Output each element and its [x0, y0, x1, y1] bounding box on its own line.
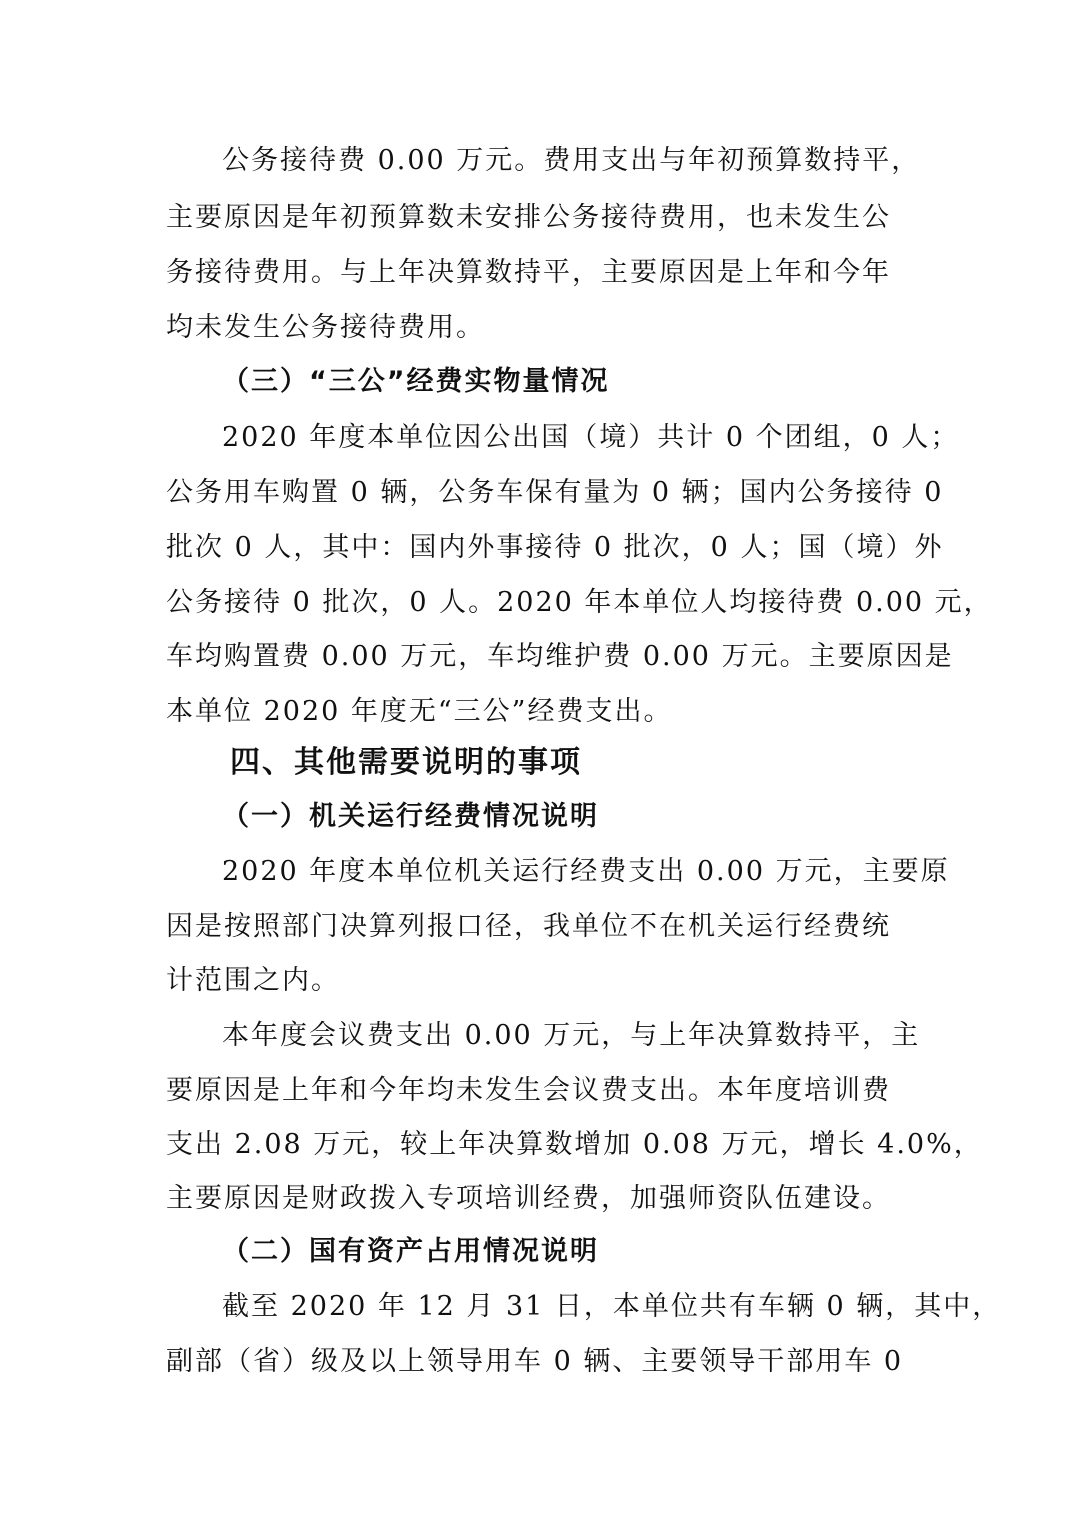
paragraph-line: 因是按照部门决算列报口径，我单位不在机关运行经费统 [166, 911, 891, 942]
paragraph-line: 务接待费用。与上年决算数持平，主要原因是上年和今年 [166, 257, 891, 288]
paragraph-line: 批次 0 人，其中：国内外事接待 0 批次，0 人；国（境）外 [166, 532, 944, 563]
paragraph-line: 主要原因是财政拨入专项培训经费，加强师资队伍建设。 [166, 1183, 891, 1214]
paragraph-line: 2020 年度本单位机关运行经费支出 0.00 万元，主要原 [222, 856, 950, 887]
paragraph-line: 支出 2.08 万元，较上年决算数增加 0.08 万元，增长 4.0%， [166, 1129, 983, 1160]
paragraph-line: 截至 2020 年 12 月 31 日，本单位共有车辆 0 辆，其中， [222, 1291, 1002, 1322]
paragraph-line: 公务接待 0 批次，0 人。2020 年本单位人均接待费 0.00 元， [166, 587, 993, 618]
paragraph-line: 本单位 2020 年度无“三公”经费支出。 [166, 696, 673, 727]
paragraph-line: 均未发生公务接待费用。 [166, 312, 485, 343]
paragraph-line: 公务接待费 0.00 万元。费用支出与年初预算数持平， [222, 145, 921, 176]
subsection-heading: （二）国有资产占用情况说明 [222, 1236, 599, 1267]
section-heading: 四、其他需要说明的事项 [230, 745, 582, 780]
paragraph-line: 2020 年度本单位因公出国（境）共计 0 个团组，0 人； [222, 422, 960, 453]
paragraph-line: 要原因是上年和今年均未发生会议费支出。本年度培训费 [166, 1075, 891, 1106]
paragraph-line: 副部（省）级及以上领导用车 0 辆、主要领导干部用车 0 [166, 1346, 904, 1377]
subsection-heading: （三）“三公”经费实物量情况 [222, 366, 610, 397]
paragraph-line: 主要原因是年初预算数未安排公务接待费用，也未发生公 [166, 202, 891, 233]
paragraph-line: 本年度会议费支出 0.00 万元，与上年决算数持平，主 [222, 1020, 921, 1051]
subsection-heading: （一）机关运行经费情况说明 [222, 801, 599, 832]
paragraph-line: 车均购置费 0.00 万元，车均维护费 0.00 万元。主要原因是 [166, 641, 954, 672]
paragraph-line: 计范围之内。 [166, 965, 340, 996]
paragraph-line: 公务用车购置 0 辆，公务车保有量为 0 辆；国内公务接待 0 [166, 477, 944, 508]
